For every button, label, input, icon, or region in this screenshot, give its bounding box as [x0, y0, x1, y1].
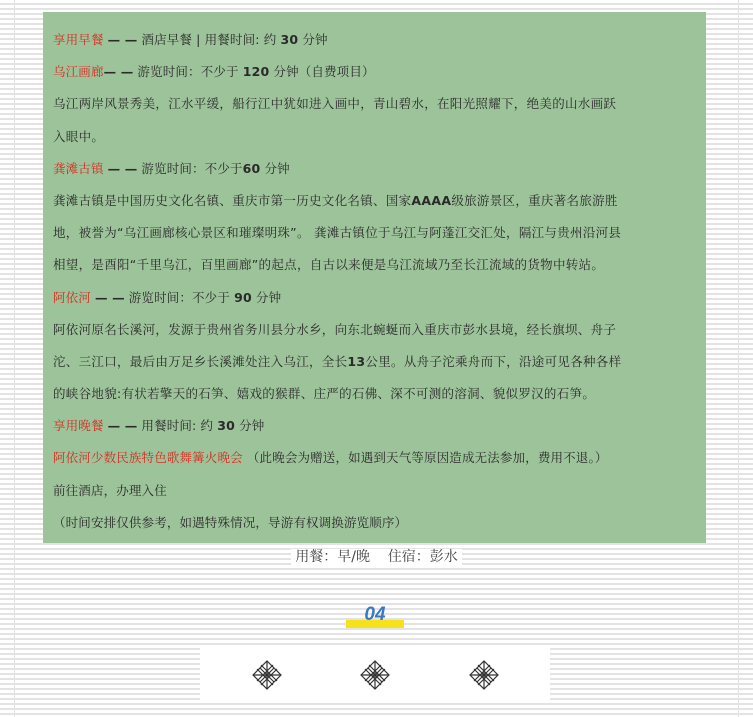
- gallery-label: 乌江画廊: [53, 64, 104, 80]
- evening-show-line: [53, 442, 696, 474]
- breakfast-label: 享用早餐: [53, 32, 104, 47]
- ayihe-desc-1: 阿依河原名长溪河，发源于贵州省务川县分水乡，向东北蜿蜒而入重庆市彭水县境，经长旗坝、舟子: [53, 321, 617, 337]
- ayihe-desc-2-a: 沱、三江口，最后由万足乡长溪滩处注入乌江，全长: [53, 353, 348, 369]
- day-number-badge: [346, 604, 404, 628]
- evening-show-note: （此晚会为赠送，如遇到天气等原因造成无法参加，费用不退。）: [242, 450, 608, 466]
- breakfast-dash: — —: [107, 32, 138, 47]
- dinner-detail: 用餐时间: 约: [141, 418, 218, 434]
- decorative-icon-strip: [200, 645, 550, 703]
- gallery-unit: 分钟（自费项目）: [269, 64, 375, 80]
- lattice-pattern-icon: [247, 655, 287, 695]
- evening-show-label: 阿依河少数民族特色歌舞篝火晚会: [53, 450, 243, 466]
- dinner-minutes: 30: [217, 418, 235, 434]
- ayihe-desc-3: 的峡谷地貌:有状若擎天的石笋、嬉戏的猴群、庄严的石佛、深不可测的溶洞、貌似罗汉的石笋。: [53, 386, 596, 402]
- gongtan-detail: 游览时间：不少于: [141, 160, 243, 176]
- ayihe-length: 13: [347, 353, 366, 369]
- gallery-detail: 游览时间：不少于: [137, 64, 243, 80]
- gongtan-desc-3: 相望，是酉阳“千里乌江，百里画廊”的起点，自古以来便是乌江流域乃至长江流域的货物中转站。: [53, 257, 605, 273]
- ayihe-dash: — —: [94, 289, 125, 305]
- gallery-dash: — —: [103, 64, 134, 80]
- ayihe-detail: 游览时间：不少于: [128, 289, 235, 305]
- meal-lodging-text: 用餐：早/晚 住宿：彭水: [291, 549, 462, 565]
- gallery-minutes: 120: [242, 64, 270, 80]
- schedule-note: （时间安排仅供参考，如遇特殊情况，导游有权调换游览顺序）: [53, 514, 408, 530]
- ayihe-line: [53, 282, 696, 314]
- dinner-unit: 分钟: [234, 418, 265, 434]
- day-number: 04: [364, 604, 386, 625]
- dinner-label: 享用晚餐: [53, 418, 104, 434]
- gongtan-desc-1-a: 龚滩古镇是中国历史文化名镇、重庆市第一历史文化名镇、国家: [53, 192, 412, 208]
- meal-lodging-summary: [0, 545, 753, 569]
- gongtan-minutes: 60: [242, 160, 261, 176]
- ayihe-unit: 分钟: [251, 289, 282, 305]
- ayihe-label: 阿依河: [53, 289, 91, 305]
- breakfast-minutes: 30: [280, 32, 299, 47]
- ayihe-desc-2-b: 公里。从舟子沱乘舟而下，沿途可见各种各样: [365, 353, 622, 369]
- dinner-line: [53, 410, 696, 442]
- gongtan-dash: — —: [107, 160, 138, 176]
- gallery-line: [53, 56, 696, 88]
- gongtan-unit: 分钟: [260, 160, 290, 176]
- itinerary-card: [43, 12, 706, 543]
- checkin-line: 前往酒店，办理入住: [53, 482, 167, 498]
- breakfast-detail: 酒店早餐 | 用餐时间: 约: [141, 32, 281, 47]
- gongtan-desc-1-b: 级旅游景区，重庆著名旅游胜: [451, 192, 618, 208]
- gongtan-line: [53, 153, 696, 185]
- gallery-desc-2: 入眼中。: [53, 128, 105, 144]
- gongtan-desc-2: 地，被誉为“乌江画廊核心景区和璀璨明珠”。 龚滩古镇位于乌江与阿蓬江交汇处，隔江与贵州沿河县: [53, 225, 622, 241]
- ayihe-desc-2: [53, 346, 696, 378]
- breakfast-unit: 分钟: [298, 32, 328, 47]
- lattice-pattern-icon: [464, 655, 504, 695]
- lattice-pattern-icon: [355, 655, 395, 695]
- gongtan-desc-1: [53, 185, 696, 217]
- gongtan-rating: AAAA: [411, 192, 452, 208]
- dinner-dash: — —: [107, 418, 138, 434]
- gallery-desc-1: 乌江两岸风景秀美，江水平缓，船行江中犹如进入画中，青山碧水，在阳光照耀下，绝美的山水画跃: [53, 96, 617, 112]
- ayihe-minutes: 90: [234, 289, 252, 305]
- gongtan-label: 龚滩古镇: [53, 160, 104, 176]
- breakfast-line: [53, 24, 696, 56]
